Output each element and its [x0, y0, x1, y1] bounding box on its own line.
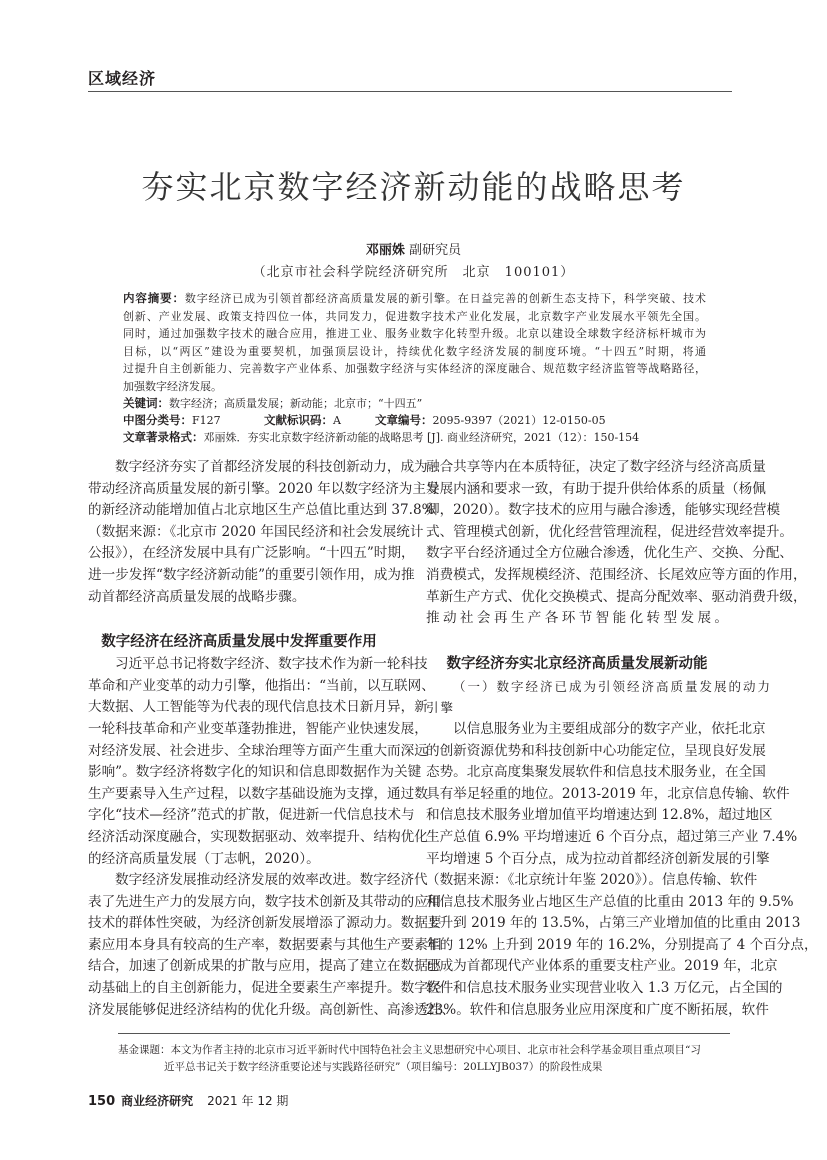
- paragraph-line: 生产要素导入生产过程，以数字基础设施为支撑，通过数: [88, 785, 428, 802]
- spacer: [426, 630, 728, 652]
- paragraph-line: 表了先进生产力的发展方向，数字技术创新及其带动的应用: [88, 893, 442, 910]
- paragraph-line: 对经济发展、社会进步、全球治理等方面产生重大而深远: [88, 742, 428, 759]
- fund-label: 基金课题：: [118, 1044, 171, 1056]
- paragraph-line: 经济活动深度融合，实现数据驱动、效率提升、结构优化: [88, 828, 428, 845]
- paragraph-line: 的新经济动能增加值占北京地区生产总值比重达到 37.8%: [88, 502, 435, 519]
- paragraph-line: 字化“技术—经济”范式的扩散，促进新一代信息技术与: [88, 807, 415, 824]
- section-heading: 数字经济夯实北京经济高质量发展新动能: [446, 655, 708, 672]
- paragraph-line: 公报》），在经济发展中具有广泛影响。“十四五”时期，: [88, 545, 415, 562]
- paragraph-line: 动首都经济高质量发展的战略步骤。: [88, 588, 306, 605]
- paragraph-line: 进一步发挥“数字经济新动能”的重要引领作用，成为推: [88, 566, 415, 583]
- article-no-value: 2095-9397（2021）12-0150-05: [432, 414, 606, 427]
- article-no-label: 文章编号：: [375, 413, 433, 427]
- paragraph-line: 以信息服务业为主要组成部分的数字产业，依托北京: [453, 720, 766, 737]
- section-tag: 区域经济: [88, 69, 157, 88]
- abstract-line: [123, 378, 706, 396]
- paragraph-line: 动基础上的自主创新能力，促进全要素生产率提升。数字经: [88, 980, 442, 997]
- abstract-text: 数字经济已成为引领首都经济高质量发展的新引擎。在日益完善的创新生态支持下，科学突破、技术: [184, 292, 707, 305]
- author-line: [0, 239, 827, 258]
- abstract-text: 创新、产业发展、政策支持四位一体，共同发力，促进数字技术产业化发展，北京数字产业发展水平领先全国。: [123, 309, 706, 323]
- paragraph-line: 卿，2020）。数字技术的应用与融合渗透，能够实现经营模: [426, 502, 781, 519]
- journal-name: 商业经济研究: [121, 1094, 194, 1108]
- author-affiliation: （北京市社会科学院经济研究所 北京 100101）: [252, 265, 575, 280]
- paragraph-line: 的创新资源优势和科技创新中心功能定位，呈现良好发展: [426, 742, 766, 759]
- abstract-text: 过提升自主创新能力、完善数字产业体系、加强数字经济与实体经济的深度融合、规范数字经济监管等战略路径，: [123, 362, 706, 375]
- doc-code-label: 文献标识码：: [264, 413, 333, 427]
- paragraph-line: 习近平总书记将数字经济、数字技术作为新一轮科技: [115, 656, 428, 673]
- spacer: [88, 608, 390, 630]
- subheading-line: （一）数字经济已成为引领经济高质量发展的动力: [453, 678, 773, 694]
- abstract-text: 目标，以“两区”建设为重要契机，加强顶层设计，持续优化数字经济发展的制度环境。“十四五”时期，将通: [123, 344, 706, 358]
- paragraph-line: 技术的群体性突破，为经济创新发展增添了源动力。数据要: [88, 915, 442, 932]
- paragraph-line: 结合，加速了创新成果的扩散与应用，提高了建立在数据驱: [88, 958, 442, 975]
- citation: [123, 429, 639, 446]
- page-footer: [88, 1092, 288, 1109]
- clc-label: 中图分类号：: [123, 413, 192, 427]
- citation-value: 邓丽姝．夯实北京数字经济新动能的战略思考 [J]. 商业经济研究，2021（12）：150-154: [203, 431, 640, 444]
- abstract-line: [123, 343, 706, 361]
- paragraph-line: （数据来源：《北京市 2020 年国民经济和社会发展统计: [88, 523, 424, 540]
- paragraph-line: 生产总值 6.9% 平均增速近 6 个百分点，超过第三产业 7.4%: [426, 828, 798, 845]
- abstract-line: [123, 325, 706, 343]
- paragraph-line: 数字经济夯实了首都经济发展的科技创新动力，成为: [115, 459, 428, 475]
- clc-value: F127: [192, 414, 221, 427]
- fund-text-1: 本文为作者主持的北京市习近平新时代中国特色社会主义思想研究中心项目、北京市社会科学基金项目重点项目“习: [170, 1044, 701, 1056]
- abstract-label: 内容摘要：: [123, 291, 185, 305]
- paragraph-line: 和信息技术服务业增加值平均增速达到 12.8%，超过地区: [426, 807, 773, 824]
- paragraph-line: 融合共享等内在本质特征，决定了数字经济与经济高质量: [426, 459, 766, 475]
- article-title: 夯实北京数字经济新动能的战略思考: [141, 168, 686, 206]
- paragraph-line: 大数据、人工智能等为代表的现代信息技术日新月异，新: [88, 699, 428, 716]
- abstract-line: [123, 308, 706, 326]
- paragraph-line: 数字平台经济通过全方位融合渗透，优化生产、交换、分配、: [426, 545, 794, 562]
- paragraph-line: 和信息技术服务业占地区生产总值的比重由 2013 年的 9.5%: [426, 893, 794, 910]
- right-column: [426, 457, 818, 1021]
- header-rule: [88, 91, 732, 92]
- author-name: 邓丽姝: [365, 243, 405, 258]
- paragraph-line: 具有举足轻重的地位。2013-2019 年，北京信息传输、软件: [426, 785, 790, 802]
- subheading-line: 引擎: [426, 700, 456, 716]
- classification: [123, 412, 606, 429]
- paragraph-line: 一轮科技革命和产业变革蓬勃推进，智能产业快速发展，: [88, 720, 428, 737]
- paragraph-line: 革命和产业变革的动力引擎，他指出：“当前，以互联网、: [88, 677, 435, 694]
- paragraph-line: 23%。软件和信息服务业应用深度和广度不断拓展，软件: [426, 1001, 769, 1018]
- fund-line-2: 近平总书记关于数字经济重要论述与实践路径研究”（项目编号：20LLYJB037）的阶段性成果: [164, 1060, 603, 1073]
- keywords-label: 关键词：: [123, 396, 169, 410]
- keywords: [123, 395, 422, 412]
- abstract-text: 加强数字经济发展。: [123, 379, 222, 393]
- abstract: [123, 290, 706, 395]
- fund-note: [118, 1042, 730, 1075]
- abstract-text: 同时，通过加强数字技术的融合应用，推进工业、服务业数字化转型升级。北京以建设全球数字经济标杆城市为: [123, 327, 706, 340]
- paragraph-line: 已成为首都现代产业体系的重要支柱产业。2019 年，北京: [426, 958, 778, 975]
- paragraph-line: 上升到 2019 年的 13.5%，占第三产业增加值的比重由 2013: [426, 915, 801, 932]
- paragraph-line: 推动社会再生产各环节智能化转型发展。: [426, 610, 728, 627]
- keywords-value: 数字经济；高质量发展；新动能；北京市；“十四五”: [169, 397, 423, 410]
- paragraph-line: 数字经济发展推动经济发展的效率改进。数字经济代: [115, 872, 428, 889]
- left-column: [88, 457, 456, 1021]
- paragraph-line: 式、管理模式创新，优化经营管理流程，促进经营效率提升。: [426, 523, 794, 540]
- author-rank: 副研究员: [409, 243, 462, 258]
- paragraph-line: 济发展能够促进经济结构的优化升级。高创新性、高渗透性、: [88, 1001, 456, 1018]
- paragraph-line: 革新生产方式、优化交换模式、提高分配效率、驱动消费升级，: [426, 588, 807, 605]
- paragraph-line: 影响”。数字经济将数字化的知识和信息即数据作为关键: [88, 764, 422, 781]
- page-number: 150: [88, 1094, 116, 1109]
- paragraph-line: 年的 12% 上升到 2019 年的 16.2%，分别提高了 4 个百分点，: [426, 936, 818, 953]
- section-heading: 数字经济在经济高质量发展中发挥重要作用: [101, 634, 377, 651]
- doc-code-value: A: [333, 414, 341, 427]
- paragraph-line: 平均增速 5 个百分点，成为拉动首都经济创新发展的引擎: [426, 850, 770, 867]
- paragraph-line: 态势。北京高度集聚发展软件和信息技术服务业，在全国: [426, 764, 766, 781]
- paragraph-line: 素应用本身具有较高的生产率，数据要素与其他生产要素相: [88, 936, 442, 953]
- paragraph-line: 消费模式，发挥规模经济、范围经济、长尾效应等方面的作用，: [426, 566, 807, 583]
- paragraph-line: 带动经济高质量发展的新引擎。2020 年以数字经济为主导: [88, 480, 440, 497]
- issue: 2021 年 12 期: [207, 1094, 289, 1108]
- abstract-line: [123, 360, 706, 378]
- paragraph-line: 软件和信息技术服务业实现营业收入 1.3 万亿元，占全国的: [426, 980, 783, 997]
- citation-label: 文章著录格式：: [123, 430, 204, 444]
- paragraph-line: 发展内涵和要求一致，有助于提升供给体系的质量（杨佩: [426, 480, 766, 497]
- abstract-line: [123, 290, 706, 308]
- paragraph-line: （数据来源：《北京统计年鉴 2020》）。信息传输、软件: [426, 872, 758, 889]
- fund-line-1: [118, 1042, 730, 1059]
- paragraph-line: 的经济高质量发展（丁志帆，2020）。: [88, 850, 320, 867]
- footnote-rule: [118, 1033, 730, 1034]
